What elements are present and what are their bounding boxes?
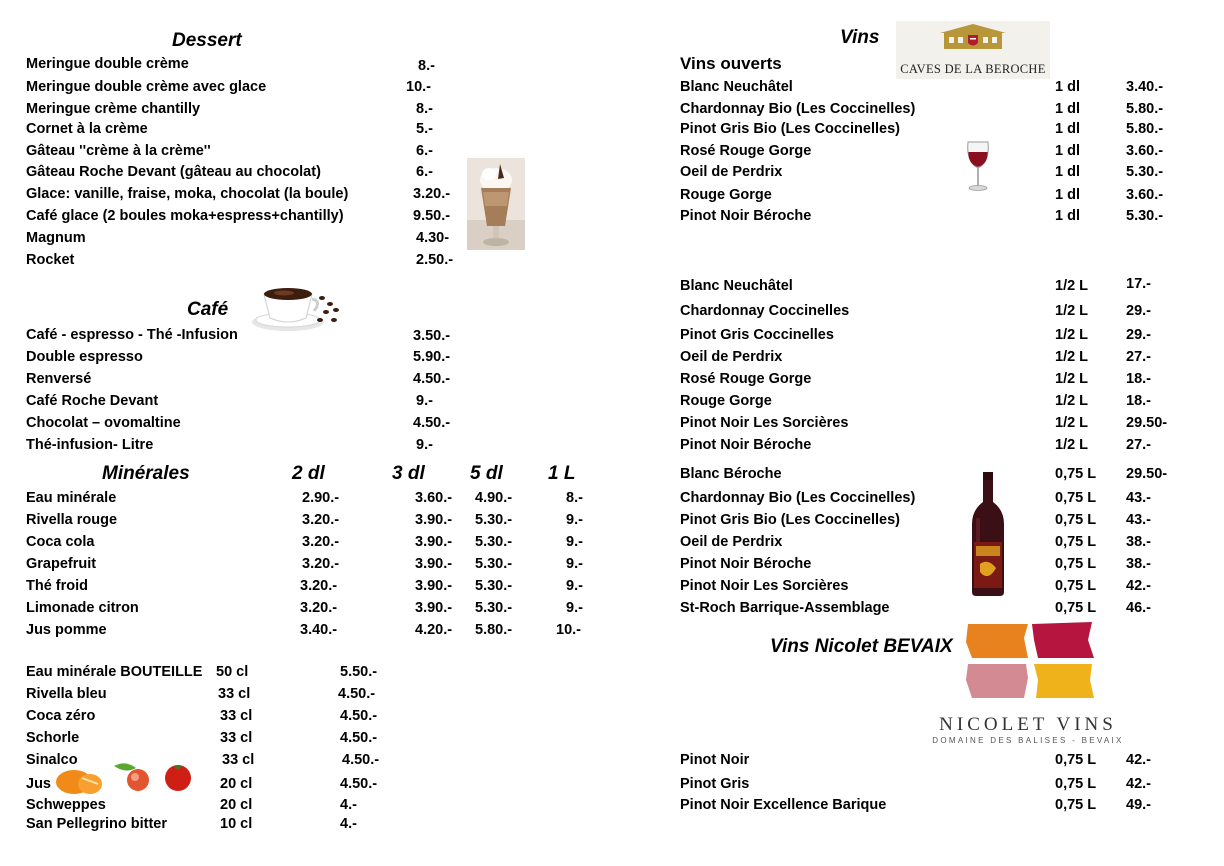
wine-price: 43.-	[1126, 512, 1151, 528]
wine-size: 0,75 L	[1055, 578, 1097, 594]
wine-name: Chardonnay Bio (Les Coccinelles)	[680, 101, 916, 117]
dessert-item-price: 6.-	[416, 143, 433, 159]
wine-size: 1 dl	[1055, 143, 1080, 159]
wine-name: Rouge Gorge	[680, 187, 772, 203]
minerale-price-3dl: 3.60.-	[415, 490, 453, 506]
wine-price: 5.30.-	[1126, 164, 1164, 180]
wine-name: Rosé Rouge Gorge	[680, 371, 812, 387]
wine-size: 1 dl	[1055, 101, 1080, 117]
wine-price: 29.50-	[1126, 466, 1168, 482]
wine-price: 3.40.-	[1126, 79, 1164, 95]
wine-size: 1/2 L	[1055, 327, 1089, 343]
wine-name: Pinot Noir Béroche	[680, 556, 812, 572]
minerale-price-1l: 9.-	[566, 534, 583, 550]
cafe-item-name: Chocolat – ovomaltine	[26, 415, 181, 431]
minerale-name: Grapefruit	[26, 556, 97, 572]
dessert-item-name: Meringue double crème avec glace	[26, 79, 267, 95]
bottle-price: 5.50.-	[340, 664, 378, 680]
wine-price: 3.60.-	[1126, 143, 1164, 159]
nicolet-logo-subtext: DOMAINE DES BALISES - BEVAIX	[932, 736, 1124, 745]
minerale-price-5dl: 5.30.-	[475, 512, 513, 528]
dessert-item-price: 9.50.-	[413, 208, 451, 224]
cafe-title: Café	[187, 299, 229, 320]
dessert-item-name: Gâteau ''crème à la crème''	[26, 143, 211, 159]
cafe-item-name: Café Roche Devant	[26, 393, 159, 409]
bottle-name: Schorle	[26, 730, 80, 746]
dessert-item-price: 5.-	[416, 121, 433, 137]
wine-price: 43.-	[1126, 490, 1151, 506]
wine-size: 1 dl	[1055, 208, 1080, 224]
wine-price: 49.-	[1126, 797, 1151, 813]
fruit-image	[52, 758, 196, 798]
minerale-price-5dl: 4.90.-	[475, 490, 513, 506]
wine-name: Pinot Noir Les Sorcières	[680, 415, 849, 431]
wine-size: 1 dl	[1055, 187, 1080, 203]
wine-price: 29.50-	[1126, 415, 1168, 431]
vins-title: Vins	[840, 27, 880, 48]
wine-name: Pinot Gris Bio (Les Coccinelles)	[680, 121, 900, 137]
wine-name: Blanc Neuchâtel	[680, 278, 793, 294]
minerale-price-2dl: 3.20.-	[302, 556, 340, 572]
wine-price: 29.-	[1126, 303, 1151, 319]
wine-name: Pinot Noir Excellence Barique	[680, 797, 887, 813]
wine-size: 0,75 L	[1055, 776, 1097, 792]
minerale-price-5dl: 5.30.-	[475, 600, 513, 616]
wine-size: 0,75 L	[1055, 466, 1097, 482]
minerale-price-5dl: 5.80.-	[475, 622, 513, 638]
dessert-item-name: Glace: vanille, fraise, moka, chocolat (la boule)	[26, 186, 349, 202]
wine-size: 1 dl	[1055, 164, 1080, 180]
dessert-title: Dessert	[172, 30, 242, 51]
wine-name: Blanc Neuchâtel	[680, 79, 793, 95]
minerale-price-5dl: 5.30.-	[475, 534, 513, 550]
wine-name: Oeil de Perdrix	[680, 534, 783, 550]
bottle-name: San Pellegrino bitter	[26, 816, 167, 832]
minerale-price-5dl: 5.30.-	[475, 578, 513, 594]
cafe-item-price: 9.-	[416, 437, 433, 453]
wine-price: 17.-	[1126, 276, 1151, 292]
minerale-name: Coca cola	[26, 534, 95, 550]
minerale-price-1l: 10.-	[556, 622, 581, 638]
bottle-size: 33 cl	[222, 752, 255, 768]
coffee-cup-image	[250, 278, 342, 334]
minerale-price-2dl: 3.20.-	[302, 512, 340, 528]
nicolet-logo-text: NICOLET VINS	[939, 714, 1117, 735]
wine-size: 1/2 L	[1055, 415, 1089, 431]
minerale-price-3dl: 3.90.-	[415, 534, 453, 550]
wine-size: 0,75 L	[1055, 534, 1097, 550]
cafe-item-price: 5.90.-	[413, 349, 451, 365]
bottle-name: Rivella bleu	[26, 686, 107, 702]
minerale-price-3dl: 3.90.-	[415, 578, 453, 594]
wine-price: 42.-	[1126, 776, 1151, 792]
wine-price: 29.-	[1126, 327, 1151, 343]
minerale-price-2dl: 3.20.-	[300, 600, 338, 616]
wine-price: 46.-	[1126, 600, 1151, 616]
wine-size: 0,75 L	[1055, 752, 1097, 768]
dessert-item-price: 8.-	[418, 58, 435, 74]
bottle-size: 10 cl	[220, 816, 253, 832]
minerale-name: Jus pomme	[26, 622, 107, 638]
wine-price: 38.-	[1126, 534, 1151, 550]
dessert-item-name: Meringue double crème	[26, 56, 189, 72]
dessert-item-price: 6.-	[416, 164, 433, 180]
dessert-item-name: Meringue crème chantilly	[26, 101, 201, 117]
wine-name: Chardonnay Bio (Les Coccinelles)	[680, 490, 916, 506]
bottle-price: 4.50.-	[340, 776, 378, 792]
cafe-item-name: Thé-infusion- Litre	[26, 437, 154, 453]
bottle-name: Jus	[26, 776, 51, 792]
wine-price: 5.30.-	[1126, 208, 1164, 224]
bottle-size: 20 cl	[220, 797, 253, 813]
wine-name: Rosé Rouge Gorge	[680, 143, 812, 159]
minerales-title: Minérales	[102, 463, 190, 484]
dessert-item-price: 10.-	[406, 79, 431, 95]
minerale-price-3dl: 4.20.-	[415, 622, 453, 638]
wine-size: 1/2 L	[1055, 278, 1089, 294]
bottle-name: Sinalco	[26, 752, 78, 768]
size-header: 5 dl	[470, 463, 503, 484]
wine-size: 1/2 L	[1055, 303, 1089, 319]
wine-size: 1 dl	[1055, 121, 1080, 137]
wine-name: Pinot Noir Béroche	[680, 208, 812, 224]
bottle-size: 33 cl	[220, 708, 253, 724]
wine-size: 0,75 L	[1055, 797, 1097, 813]
dessert-item-name: Rocket	[26, 252, 75, 268]
wine-name: Pinot Noir	[680, 752, 750, 768]
minerale-price-3dl: 3.90.-	[415, 512, 453, 528]
wine-name: Chardonnay Coccinelles	[680, 303, 850, 319]
minerale-name: Rivella rouge	[26, 512, 118, 528]
caves-logo-text: CAVES DE LA BEROCHE	[900, 62, 1046, 76]
bottle-size: 20 cl	[220, 776, 253, 792]
minerale-price-1l: 9.-	[566, 600, 583, 616]
wine-glass-image	[964, 140, 992, 194]
bottle-price: 4.50.-	[342, 752, 380, 768]
wine-name: Blanc Béroche	[680, 466, 782, 482]
minerale-price-2dl: 2.90.-	[302, 490, 340, 506]
wine-size: 0,75 L	[1055, 512, 1097, 528]
wine-name: St-Roch Barrique-Assemblage	[680, 600, 890, 616]
wine-name: Pinot Gris Bio (Les Coccinelles)	[680, 512, 900, 528]
wine-price: 42.-	[1126, 578, 1151, 594]
cafe-item-price: 9.-	[416, 393, 433, 409]
wine-name: Pinot Noir Béroche	[680, 437, 812, 453]
wine-size: 1/2 L	[1055, 393, 1089, 409]
minerale-price-2dl: 3.40.-	[300, 622, 338, 638]
bottle-name: Coca zéro	[26, 708, 96, 724]
wine-price: 18.-	[1126, 371, 1151, 387]
caves-beroche-logo	[896, 21, 1050, 79]
wine-size: 1/2 L	[1055, 371, 1089, 387]
cafe-item-price: 4.50.-	[413, 415, 451, 431]
wine-name: Oeil de Perdrix	[680, 349, 783, 365]
wine-price: 18.-	[1126, 393, 1151, 409]
wine-size: 1 dl	[1055, 79, 1080, 95]
bottle-price: 4.50.-	[338, 686, 376, 702]
wine-price: 27.-	[1126, 437, 1151, 453]
wine-name: Oeil de Perdrix	[680, 164, 783, 180]
nicolet-petals-logo	[966, 622, 1096, 700]
cafe-item-price: 3.50.-	[413, 328, 451, 344]
wine-price: 42.-	[1126, 752, 1151, 768]
minerale-price-3dl: 3.90.-	[415, 600, 453, 616]
cafe-item-name: Renversé	[26, 371, 92, 387]
dessert-item-price: 3.20.-	[413, 186, 451, 202]
wine-price: 3.60.-	[1126, 187, 1164, 203]
wine-name: Rouge Gorge	[680, 393, 772, 409]
size-header: 3 dl	[392, 463, 425, 484]
wine-size: 0,75 L	[1055, 556, 1097, 572]
bottle-price: 4.-	[340, 797, 357, 813]
size-header: 2 dl	[292, 463, 325, 484]
minerale-price-1l: 8.-	[566, 490, 583, 506]
wine-name: Pinot Gris	[680, 776, 750, 792]
wine-name: Pinot Gris Coccinelles	[680, 327, 834, 343]
minerale-price-2dl: 3.20.-	[300, 578, 338, 594]
wine-size: 0,75 L	[1055, 600, 1097, 616]
bottle-price: 4.50.-	[340, 708, 378, 724]
cafe-item-price: 4.50.-	[413, 371, 451, 387]
wine-price: 5.80.-	[1126, 101, 1164, 117]
minerale-price-5dl: 5.30.-	[475, 556, 513, 572]
bottle-name: Schweppes	[26, 797, 106, 813]
dessert-item-name: Cornet à la crème	[26, 121, 148, 137]
vins-ouverts-title: Vins ouverts	[680, 54, 782, 73]
wine-name: Pinot Noir Les Sorcières	[680, 578, 849, 594]
cafe-item-name: Double espresso	[26, 349, 143, 365]
cafe-item-name: Café - espresso - Thé -Infusion	[26, 327, 238, 343]
minerale-price-1l: 9.-	[566, 556, 583, 572]
wine-size: 0,75 L	[1055, 490, 1097, 506]
dessert-item-price: 8.-	[416, 101, 433, 117]
wine-price: 5.80.-	[1126, 121, 1164, 137]
wine-price: 38.-	[1126, 556, 1151, 572]
minerale-price-1l: 9.-	[566, 512, 583, 528]
wine-bottle-image	[970, 472, 1006, 596]
dessert-item-name: Café glace (2 boules moka+espress+chantilly)	[26, 208, 344, 224]
iced-coffee-image	[467, 158, 525, 250]
minerale-price-3dl: 3.90.-	[415, 556, 453, 572]
minerale-name: Limonade citron	[26, 600, 139, 616]
bottle-price: 4.-	[340, 816, 357, 832]
minerale-price-1l: 9.-	[566, 578, 583, 594]
minerale-name: Eau minérale	[26, 490, 117, 506]
bottle-size: 50 cl	[216, 664, 249, 680]
wine-price: 27.-	[1126, 349, 1151, 365]
dessert-item-price: 4.30-	[416, 230, 450, 246]
bottle-size: 33 cl	[220, 730, 253, 746]
minerale-name: Thé froid	[26, 578, 89, 594]
dessert-item-name: Gâteau Roche Devant (gâteau au chocolat)	[26, 164, 321, 180]
bottle-name: Eau minérale BOUTEILLE	[26, 664, 203, 680]
dessert-item-price: 2.50.-	[416, 252, 454, 268]
bottle-size: 33 cl	[218, 686, 251, 702]
nicolet-title: Vins Nicolet BEVAIX	[770, 636, 953, 657]
caves-building-icon	[896, 21, 1050, 61]
dessert-item-name: Magnum	[26, 230, 86, 246]
minerale-price-2dl: 3.20.-	[302, 534, 340, 550]
wine-size: 1/2 L	[1055, 349, 1089, 365]
size-header: 1 L	[548, 463, 576, 484]
wine-size: 1/2 L	[1055, 437, 1089, 453]
bottle-price: 4.50.-	[340, 730, 378, 746]
